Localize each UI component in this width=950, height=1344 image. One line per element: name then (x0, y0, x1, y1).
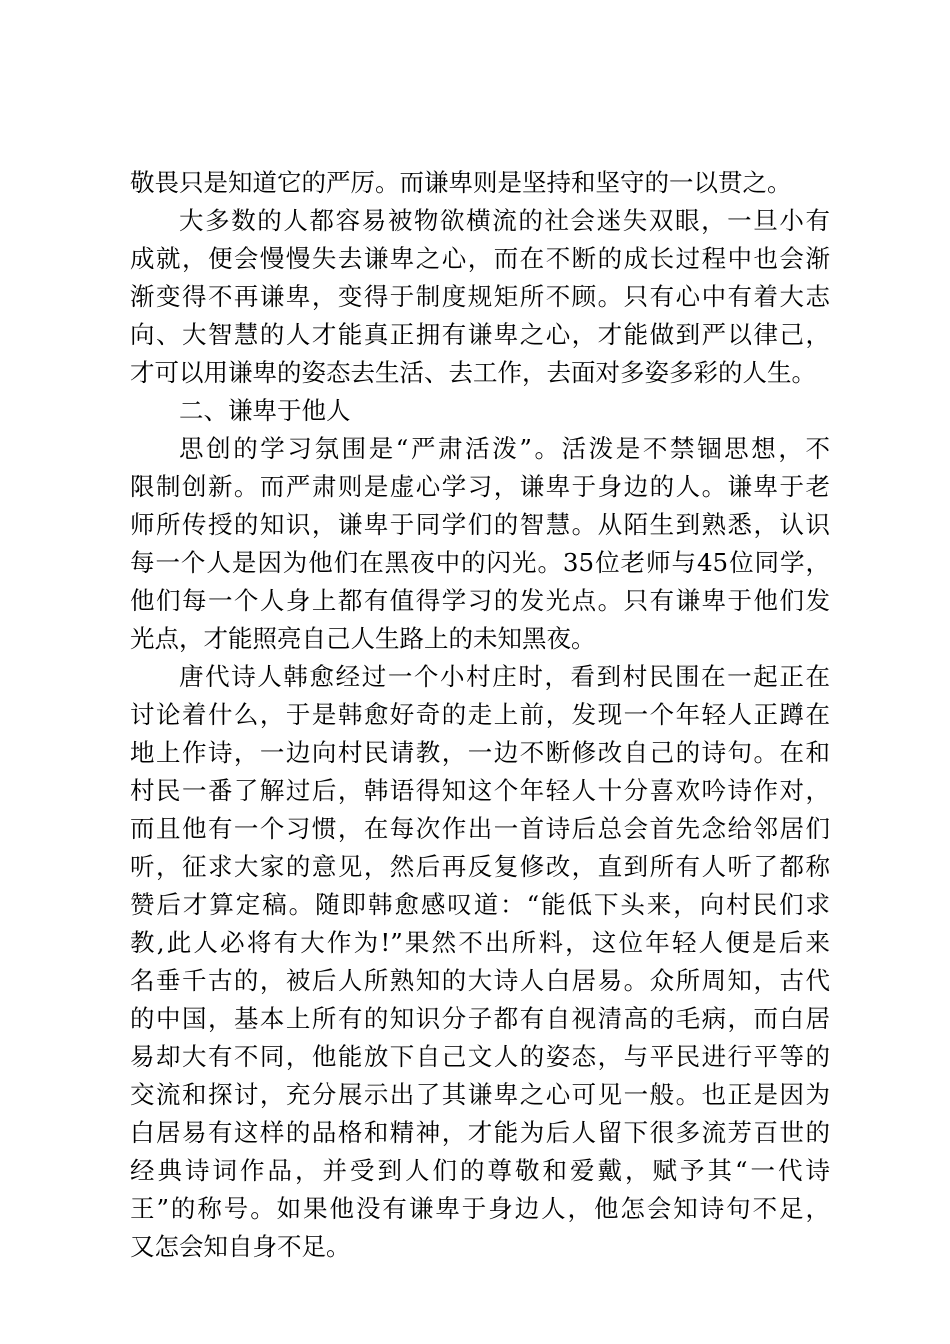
paragraph-first-line: 二、谦卑于他人 (179, 396, 351, 425)
paragraph-first-line: 思创的学习氛围是“严肃活泼”。活泼是不禁锢思想，不 (179, 434, 830, 463)
text-line: 又怎会知自身不足。 (130, 1232, 351, 1261)
text-line: 名垂千古的，被后人所熟知的大诗人白居易。众所周知，古代 (130, 966, 830, 995)
text-line: 易却大有不同，他能放下自己文人的姿态，与平民进行平等的 (130, 1042, 830, 1071)
text-line: 王”的称号。如果他没有谦卑于身边人，他怎会知诗句不足， (130, 1194, 830, 1223)
document-page (130, 164, 830, 1266)
text-line: 听，征求大家的意见，然后再反复修改，直到所有人听了都称 (130, 852, 830, 881)
text-line: 赞后才算定稿。随即韩愈感叹道：“能低下头来，向村民们求 (130, 890, 830, 919)
text-line: 讨论着什么，于是韩愈好奇的走上前，发现一个年轻人正蹲在 (130, 700, 830, 729)
text-line: 渐变得不再谦卑，变得于制度规矩所不顾。只有心中有着大志 (130, 282, 830, 311)
text-line: 光点，才能照亮自己人生路上的未知黑夜。 (130, 624, 596, 653)
text-line: 经典诗词作品，并受到人们的尊敬和爱戴，赋予其“一代诗 (130, 1156, 830, 1185)
text-line: 每一个人是因为他们在黑夜中的闪光。35位老师与45位同学， (130, 548, 830, 577)
text-line: 村民一番了解过后，韩语得知这个年轻人十分喜欢吟诗作对， (130, 776, 830, 805)
text-line: 师所传授的知识，谦卑于同学们的智慧。从陌生到熟悉，认识 (130, 510, 830, 539)
text-line: 限制创新。而严肃则是虚心学习，谦卑于身边的人。谦卑于老 (130, 472, 830, 501)
text-line: 他们每一个人身上都有值得学习的发光点。只有谦卑于他们发 (130, 586, 830, 615)
text-line: 向、大智慧的人才能真正拥有谦卑之心，才能做到严以律己， (130, 320, 830, 349)
text-line: 成就，便会慢慢失去谦卑之心，而在不断的成长过程中也会渐 (130, 244, 830, 273)
text-line: 的中国，基本上所有的知识分子都有自视清高的毛病，而白居 (130, 1004, 830, 1033)
text-line: 才可以用谦卑的姿态去生活、去工作，去面对多姿多彩的人生。 (130, 358, 816, 387)
text-line: 敬畏只是知道它的严厉。而谦卑则是坚持和坚守的一以贯之。 (130, 168, 792, 197)
text-line: 而且他有一个习惯，在每次作出一首诗后总会首先念给邻居们 (130, 814, 830, 843)
text-line: 地上作诗，一边向村民请教，一边不断修改自己的诗句。在和 (130, 738, 830, 767)
text-line: 交流和探讨，充分展示出了其谦卑之心可见一般。也正是因为 (130, 1080, 830, 1109)
paragraph-first-line: 唐代诗人韩愈经过一个小村庄时，看到村民围在一起正在 (179, 662, 830, 691)
paragraph-first-line: 大多数的人都容易被物欲横流的社会迷失双眼，一旦小有 (179, 206, 830, 235)
text-line: 白居易有这样的品格和精神，才能为后人留下很多流芳百世的 (130, 1118, 830, 1147)
text-line: 教,此人必将有大作为!”果然不出所料，这位年轻人便是后来 (130, 928, 830, 957)
